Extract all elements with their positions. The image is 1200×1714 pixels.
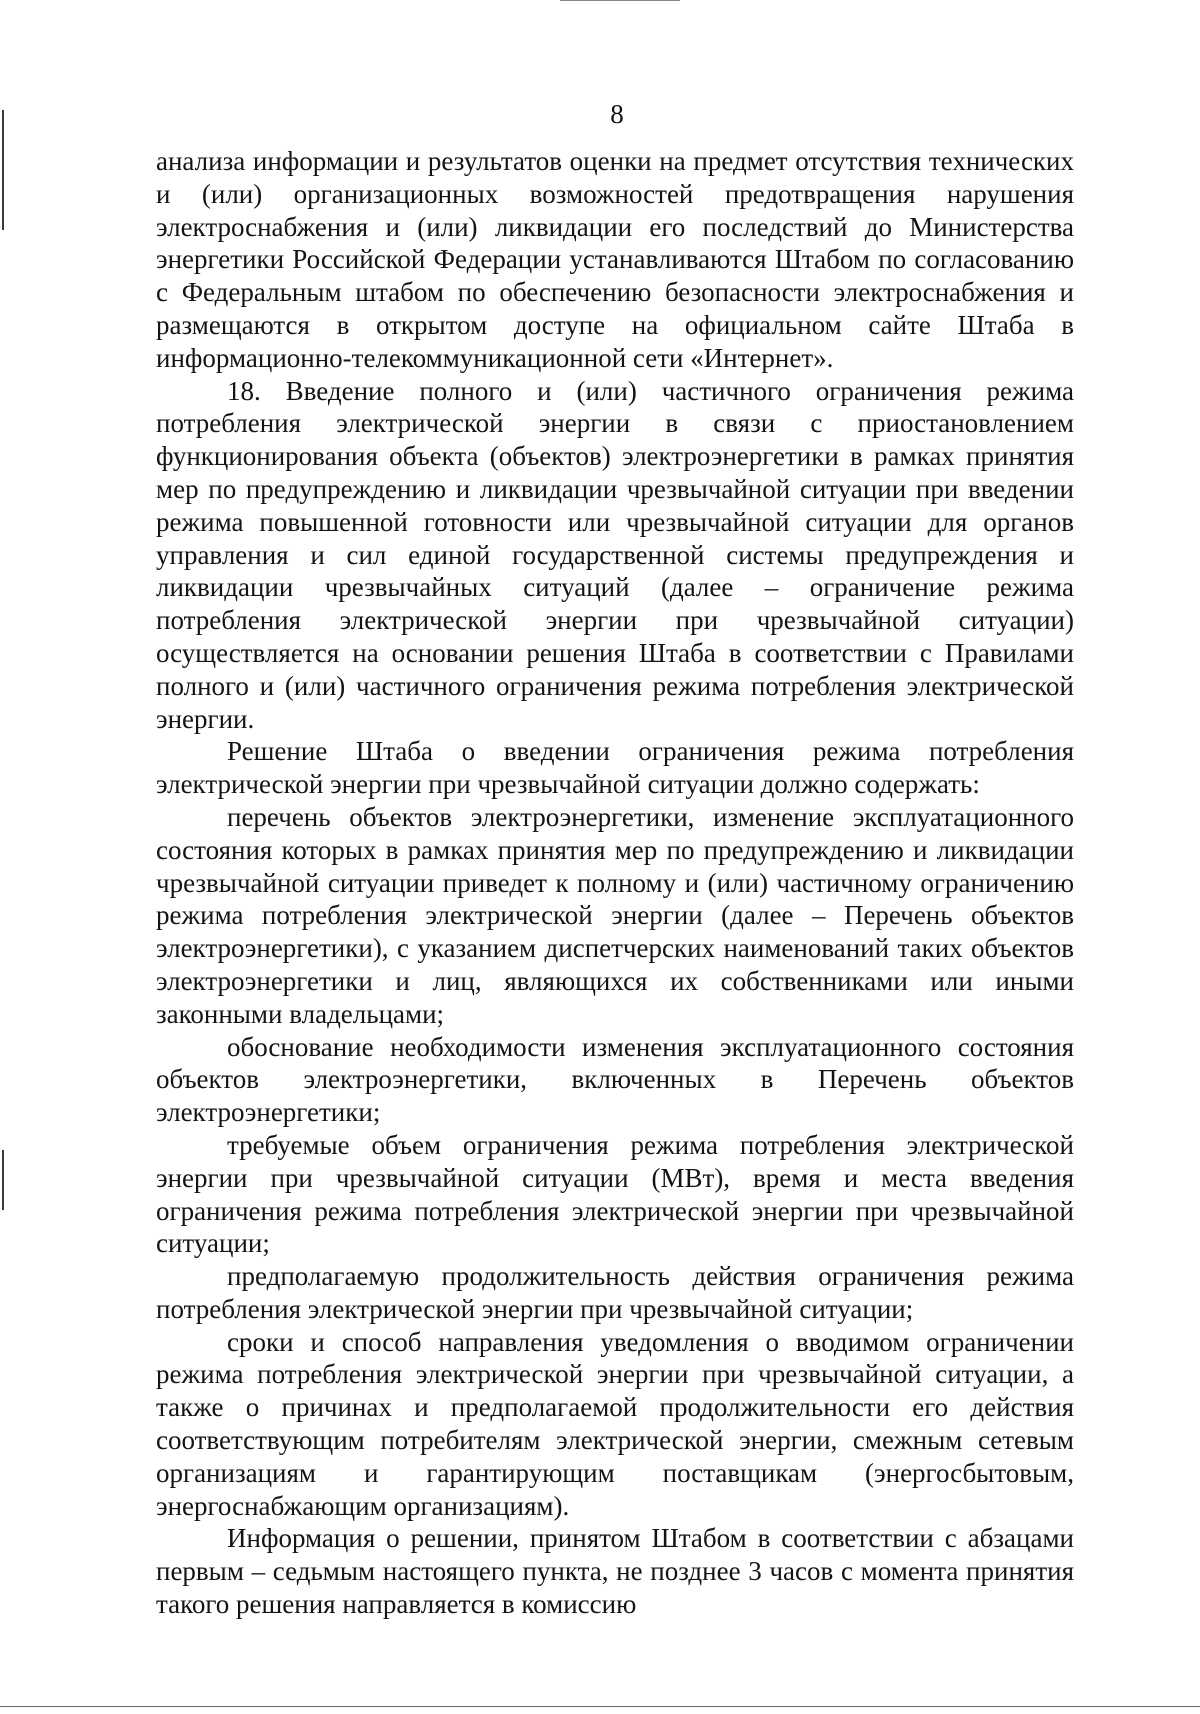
paragraph-decision-contents: Решение Штаба о введении ограничения режима потребления электрической энергии при чрезвычайной ситуации должно содержать: bbox=[156, 736, 1074, 800]
page-number: 8 bbox=[610, 99, 624, 129]
paragraph-list-item: обоснование необходимости изменения эксплуатационного состояния объектов электроэнергетики, включенных в Перечень объектов электроэнергетики; bbox=[156, 1031, 1074, 1128]
paragraph-continuation: анализа информации и результатов оценки на предмет отсутствия технических и (или) организационных возможностей предотвращения нарушения электроснабжения и (или) ликвидации его последствий до Министерства энергетики Российской Федерации устанавливаются Штабом по согласованию с Федеральным штабом по обеспечению безопасности электроснабжения и размещаются в открытом доступе на официальном сайте Штаба в информационно-телекоммуникационной сети «Интернет». bbox=[156, 146, 1074, 373]
scan-edge-mark bbox=[560, 0, 680, 1]
paragraph-list-item: сроки и способ направления уведомления о вводимом ограничении режима потребления электрической энергии при чрезвычайной ситуации, а также о причинах и предполагаемой продолжительности его действия соответствующим потребителям электрической энергии, смежным сетевым организациям и гарантирующим поставщикам (энергосбытовым, энергоснабжающим организациям). bbox=[156, 1326, 1074, 1521]
paragraph-list-item: требуемые объем ограничения режима потребления электрической энергии при чрезвычайной ситуации (МВт), время и места введения ограничения режима потребления электрической энергии при чрезвычайной ситуации; bbox=[156, 1129, 1074, 1259]
scan-edge-mark bbox=[2, 1150, 4, 1210]
paragraph-item-18: 18. Введение полного и (или) частичного ограничения режима потребления электрической энергии в связи с приостановлением функционирования объекта (объектов) электроэнергетики в рамках принятия мер по предупреждению и ликвидации чрезвычайной ситуации при введении режима повышенной готовности или чрезвычайной ситуации для органов управления и сил единой государственной системы предупреждения и ликвидации чрезвычайных ситуаций (далее – ограничение режима потребления электрической энергии при чрезвычайной ситуации) осуществляется на основании решения Штаба в соответствии с Правилами полного и (или) частичного ограничения режима потребления электрической энергии. bbox=[156, 375, 1074, 734]
paragraph-list-item: предполагаемую продолжительность действия ограничения режима потребления электрической энергии при чрезвычайной ситуации; bbox=[156, 1261, 1074, 1324]
paragraph-information-notice: Информация о решении, принятом Штабом в соответствии с абзацами первым – седьмым настоящего пункта, не позднее 3 часов с момента принятия такого решения направляется в комиссию bbox=[156, 1523, 1074, 1620]
paragraph-list-item: перечень объектов электроэнергетики, изменение эксплуатационного состояния которых в рамках принятия мер по предупреждению и ликвидации чрезвычайной ситуации приведет к полному и (или) частичному ограничению режима потребления электрической энергии (далее – Перечень объектов электроэнергетики), с указанием диспетчерских наименований таких объектов электроэнергетики и лиц, являющихся их собственниками или иными законными владельцами; bbox=[156, 801, 1074, 1029]
scan-edge-mark bbox=[0, 1706, 1200, 1707]
document-body bbox=[156, 145, 1074, 1621]
